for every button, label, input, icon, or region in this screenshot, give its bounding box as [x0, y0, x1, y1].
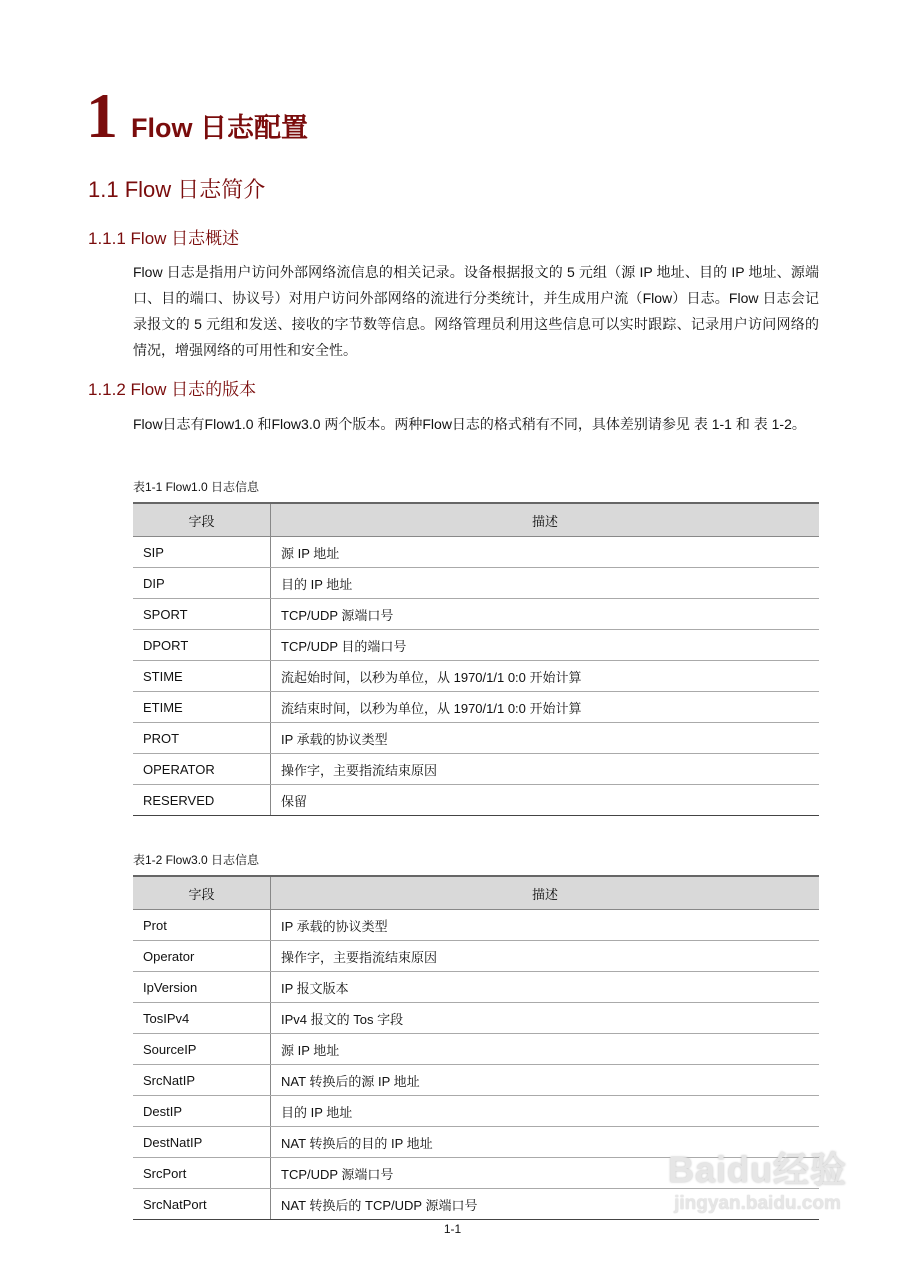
table-row [133, 941, 819, 972]
description-cell: TCP/UDP 源端口号 [271, 1158, 820, 1189]
field-cell: RESERVED [133, 785, 271, 816]
field-cell: ETIME [133, 692, 271, 723]
field-cell: SourceIP [133, 1034, 271, 1065]
description-cell: 流起始时间，以秒为单位，从 1970/1/1 0:0 开始计算 [271, 661, 820, 692]
column-header-field: 字段 [133, 876, 271, 910]
table-row [133, 568, 819, 599]
table-row [133, 972, 819, 1003]
subsection-title-overview: 1.1.1 Flow 日志概述 [88, 229, 240, 248]
description-cell: 操作字，主要指流结束原因 [271, 941, 820, 972]
description-cell: 保留 [271, 785, 820, 816]
field-cell: PROT [133, 723, 271, 754]
field-cell: SrcNatIP [133, 1065, 271, 1096]
description-cell: IP 报文版本 [271, 972, 820, 1003]
description-cell: IPv4 报文的 Tos 字段 [271, 1003, 820, 1034]
description-cell: 目的 IP 地址 [271, 1096, 820, 1127]
column-header-description: 描述 [271, 876, 820, 910]
description-cell: 源 IP 地址 [271, 1034, 820, 1065]
field-cell: OPERATOR [133, 754, 271, 785]
field-cell: DIP [133, 568, 271, 599]
field-cell: DestNatIP [133, 1127, 271, 1158]
field-cell: STIME [133, 661, 271, 692]
field-cell: SPORT [133, 599, 271, 630]
page-number: 1-1 [443, 1222, 462, 1236]
watermark-url: jingyan.baidu.com [674, 1193, 841, 1214]
chapter-number: 1 [86, 80, 118, 151]
column-header-field: 字段 [133, 503, 271, 537]
chapter-title: Flow 日志配置 [131, 113, 308, 143]
table-row [133, 661, 819, 692]
table-row [133, 1096, 819, 1127]
table1-caption: 表1-1 Flow1.0 日志信息 [133, 480, 260, 494]
description-cell: 操作字，主要指流结束原因 [271, 754, 820, 785]
table-row [133, 910, 819, 941]
description-cell: TCP/UDP 源端口号 [271, 599, 820, 630]
description-cell: 目的 IP 地址 [271, 568, 820, 599]
table-row [133, 1003, 819, 1034]
column-header-description: 描述 [271, 503, 820, 537]
flow1-log-table [133, 502, 819, 816]
table-row [133, 692, 819, 723]
description-cell: 流结束时间，以秒为单位，从 1970/1/1 0:0 开始计算 [271, 692, 820, 723]
table-row [133, 1034, 819, 1065]
section-title: 1.1 Flow 日志简介 [88, 177, 266, 202]
description-cell: TCP/UDP 目的端口号 [271, 630, 820, 661]
watermark-logo: Baidu经验 [667, 1149, 847, 1190]
table-row [133, 723, 819, 754]
table2-caption: 表1-2 Flow3.0 日志信息 [133, 853, 260, 867]
field-cell: Prot [133, 910, 271, 941]
table-row [133, 599, 819, 630]
table-row [133, 537, 819, 568]
description-cell: IP 承载的协议类型 [271, 910, 820, 941]
field-cell: DPORT [133, 630, 271, 661]
field-cell: Operator [133, 941, 271, 972]
description-cell: 源 IP 地址 [271, 537, 820, 568]
field-cell: TosIPv4 [133, 1003, 271, 1034]
table-row [133, 1065, 819, 1096]
versions-paragraph: Flow日志有Flow1.0 和Flow3.0 两个版本。两种Flow日志的格式稍有不同，具体差别请参见 表 1-1 和 表 1-2。 [133, 416, 806, 432]
baidu-jingyan-watermark [668, 1142, 847, 1215]
description-cell: NAT 转换后的目的 IP 地址 [271, 1127, 820, 1158]
subsection-title-versions: 1.1.2 Flow 日志的版本 [88, 380, 257, 399]
field-cell: SIP [133, 537, 271, 568]
description-cell: NAT 转换后的源 IP 地址 [271, 1065, 820, 1096]
description-cell: IP 承载的协议类型 [271, 723, 820, 754]
field-cell: SrcNatPort [133, 1189, 271, 1220]
table-row [133, 754, 819, 785]
field-cell: DestIP [133, 1096, 271, 1127]
overview-paragraph: Flow 日志是指用户访问外部网络流信息的相关记录。设备根据报文的 5 元组（源 IP 地址、目的 IP 地址、源端口、目的端口、协议号）对用户访问外部网络的流进行分类统计，并生成用户流（Flow）日志。Flow 日志会记录报文的 5 元组和发送、接收的字节数等信息。网络管理员利用这些信息可以实时跟踪、记录用户访问网络的情况，增强网络的可用性和安全性。 [133, 264, 819, 358]
table-row [133, 630, 819, 661]
description-cell: NAT 转换后的 TCP/UDP 源端口号 [271, 1189, 820, 1220]
table-row [133, 785, 819, 816]
field-cell: SrcPort [133, 1158, 271, 1189]
field-cell: IpVersion [133, 972, 271, 1003]
